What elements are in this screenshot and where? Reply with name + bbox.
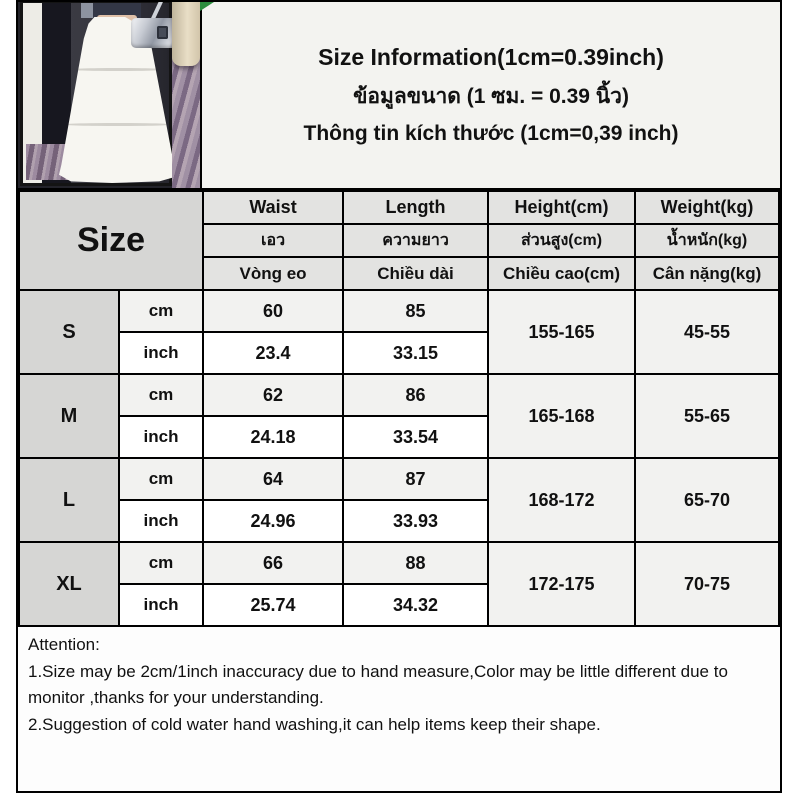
length-cm-value: 88	[343, 542, 488, 584]
unit-label: cm	[119, 458, 203, 500]
size-row-label: XL	[19, 542, 119, 626]
size-row-label: S	[19, 290, 119, 374]
col-header-length-en: Length	[343, 191, 488, 224]
waist-cm-value: 60	[203, 290, 343, 332]
length-inch-value: 33.15	[343, 332, 488, 374]
size-corner-label: Size	[19, 191, 203, 290]
beige-pillar	[172, 2, 200, 66]
col-header-length-vi: Chiều dài	[343, 257, 488, 290]
col-header-height-th: ส่วนสูง(cm)	[488, 224, 635, 257]
size-row-label: L	[19, 458, 119, 542]
length-cm-value: 86	[343, 374, 488, 416]
length-inch-value: 34.32	[343, 584, 488, 626]
col-header-waist-th: เอว	[203, 224, 343, 257]
waist-inch-value: 24.96	[203, 500, 343, 542]
waist-inch-value: 25.74	[203, 584, 343, 626]
attention-line-1: 1.Size may be 2cm/1inch inaccuracy due to hand measure,Color may be little different due to monitor ,thanks for your understanding.	[28, 661, 728, 708]
unit-label: inch	[119, 500, 203, 542]
title-thai: ข้อมูลขนาด (1 ซม. = 0.39 นิ้ว)	[353, 85, 629, 108]
length-cm-value: 85	[343, 290, 488, 332]
height-range-value: 168-172	[488, 458, 635, 542]
col-header-waist-vi: Vòng eo	[203, 257, 343, 290]
unit-label: inch	[119, 332, 203, 374]
waist-inch-value: 24.18	[203, 416, 343, 458]
weight-range-value: 70-75	[635, 542, 779, 626]
col-header-weight-en: Weight(kg)	[635, 191, 779, 224]
attention-line-2: 2.Suggestion of cold water hand washing,it can help items keep their shape.	[28, 714, 601, 734]
unit-label: cm	[119, 542, 203, 584]
col-header-weight-th: น้ำหนัก(kg)	[635, 224, 779, 257]
weight-range-value: 65-70	[635, 458, 779, 542]
skirt-tier-seam	[68, 68, 167, 71]
waist-inch-value: 23.4	[203, 332, 343, 374]
waist-cm-value: 64	[203, 458, 343, 500]
height-range-value: 172-175	[488, 542, 635, 626]
size-row-label: M	[19, 374, 119, 458]
height-range-value: 165-168	[488, 374, 635, 458]
col-header-height-vi: Chiều cao(cm)	[488, 257, 635, 290]
length-inch-value: 33.54	[343, 416, 488, 458]
size-table	[18, 190, 780, 627]
skirt-tier-seam	[64, 123, 173, 126]
length-cm-value: 87	[343, 458, 488, 500]
unit-label: cm	[119, 290, 203, 332]
title-english: Size Information(1cm=0.39inch)	[318, 44, 664, 70]
mirror	[20, 2, 172, 186]
silver-handbag	[131, 18, 177, 48]
title-area	[202, 2, 780, 188]
title-vietnamese: Thông tin kích thước (1cm=0,39 inch)	[303, 122, 679, 145]
waist-cm-value: 66	[203, 542, 343, 584]
unit-label: cm	[119, 374, 203, 416]
content-block	[16, 0, 782, 793]
top-row	[18, 2, 780, 190]
weight-range-value: 45-55	[635, 290, 779, 374]
attention-section	[18, 627, 780, 791]
col-header-weight-vi: Cân nặng(kg)	[635, 257, 779, 290]
height-range-value: 155-165	[488, 290, 635, 374]
waist-cm-value: 62	[203, 374, 343, 416]
unit-label: inch	[119, 416, 203, 458]
unit-label: inch	[119, 584, 203, 626]
green-corner-marker	[200, 2, 214, 11]
handbag-clasp	[157, 26, 168, 39]
col-header-height-en: Height(cm)	[488, 191, 635, 224]
product-photo	[18, 2, 202, 188]
col-header-waist-en: Waist	[203, 191, 343, 224]
length-inch-value: 33.93	[343, 500, 488, 542]
attention-heading: Attention:	[28, 635, 100, 654]
weight-range-value: 55-65	[635, 374, 779, 458]
col-header-length-th: ความยาว	[343, 224, 488, 257]
